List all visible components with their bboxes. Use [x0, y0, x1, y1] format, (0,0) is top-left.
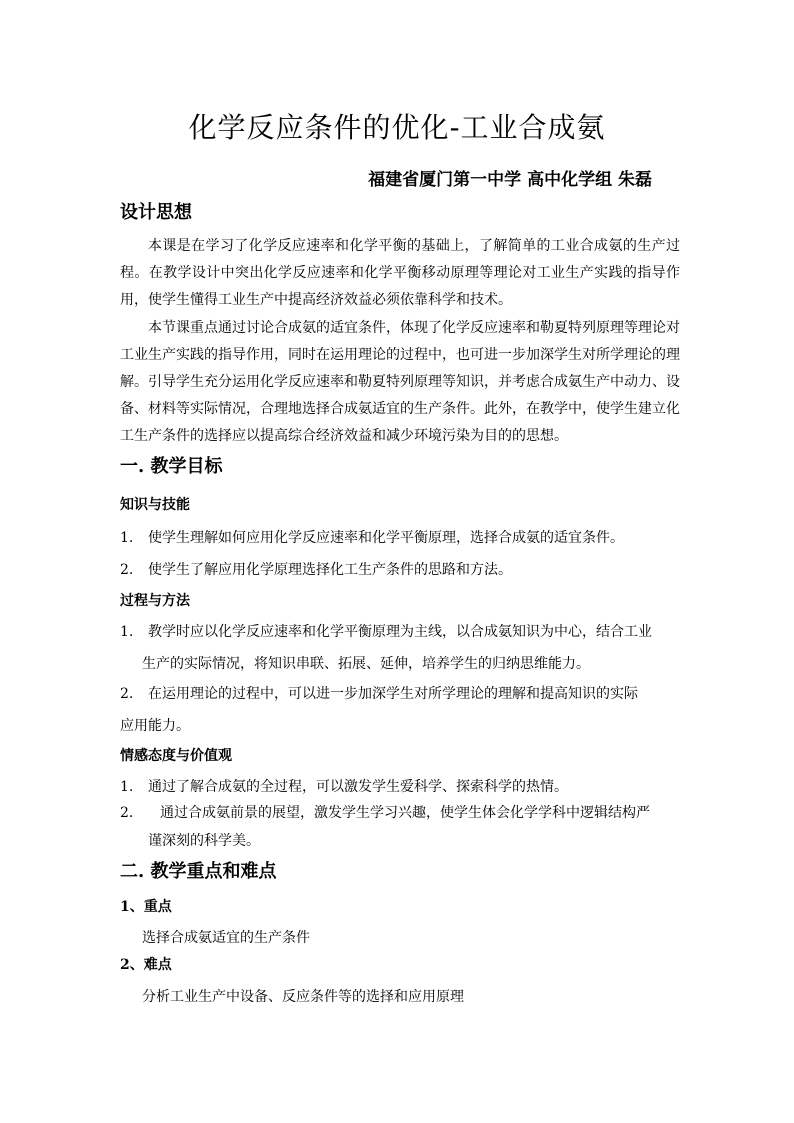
list-text: 使学生理解如何应用化学反应速率和化学平衡原理，选择合成氨的适宜条件。	[148, 530, 624, 546]
emotion-heading: 情感态度与价值观	[120, 748, 232, 764]
author-line: 福建省厦门第一中学 高中化学组 朱磊	[368, 170, 652, 190]
process-item-1-continuation: 生产的实际情况，将知识串联、拓展、延伸，培养学生的归纳思维能力。	[142, 656, 590, 672]
difficulty-text: 分析工业生产中设备、反应条件等的选择和应用原理	[142, 989, 464, 1005]
list-text: 使学生了解应用化学原理选择化工生产条件的思路和方法。	[148, 562, 512, 578]
list-number: 2.	[120, 805, 134, 821]
list-text: 教学时应以化学反应速率和化学平衡原理为主线，以合成氨知识为中心，结合工业	[148, 624, 652, 640]
knowledge-item-2	[120, 554, 680, 586]
process-item-1	[120, 616, 680, 648]
list-text: 通过合成氨前景的展望，激发学生学习兴趣，使学生体会化学学科中逻辑结构严	[160, 805, 650, 821]
key-heading: 1、重点	[120, 899, 172, 915]
design-paragraph-2: 本节课重点通过讨论合成氨的适宜条件，体现了化学反应速率和勒夏特列原理等理论对工业生产实践的指导作用，同时在运用理论的过程中，也可进一步加深学生对所学理论的理解。引导学生充分运用化学反应速率和勒夏特列原理等知识，并考虑合成氨生产中动力、设备、材料等实际情况，合理地选择合成氨适宜的生产条件。此外，在教学中，使学生建立化工生产条件的选择应以提高综合经济效益和减少环境污染为目的的思想。	[120, 320, 680, 444]
list-number: 1.	[120, 530, 134, 546]
knowledge-item-1	[120, 522, 680, 554]
emotion-item-2	[120, 797, 680, 829]
page-title: 化学反应条件的优化-工业合成氨	[188, 111, 606, 144]
list-number: 1.	[120, 779, 134, 795]
list-number: 1.	[120, 624, 134, 640]
list-text: 通过了解合成氨的全过程，可以激发学生爱科学、探索科学的热情。	[148, 779, 568, 795]
knowledge-heading: 知识与技能	[120, 497, 190, 513]
emotion-item-2-continuation: 谨深刻的科学美。	[148, 833, 260, 849]
process-item-2	[120, 678, 680, 710]
section1-heading: 一. 教学目标	[120, 456, 223, 477]
list-text: 在运用理论的过程中，可以进一步加深学生对所学理论的理解和提高知识的实际	[148, 686, 638, 702]
list-number: 2.	[120, 562, 134, 578]
section2-heading: 二. 教学重点和难点	[120, 861, 277, 882]
difficulty-heading: 2、难点	[120, 957, 172, 973]
key-text: 选择合成氨适宜的生产条件	[142, 930, 310, 946]
design-heading: 设计思想	[120, 202, 192, 223]
process-item-2-continuation: 应用能力。	[120, 718, 190, 734]
design-paragraph-1: 本课是在学习了化学反应速率和化学平衡的基础上，了解简单的工业合成氨的生产过程。在教学设计中突出化学反应速率和化学平衡移动原理等理论对工业生产实践的指导作用，使学生懂得工业生产中提高经济效益必须依靠科学和技术。	[120, 238, 680, 308]
list-number: 2.	[120, 686, 134, 702]
process-heading: 过程与方法	[120, 593, 190, 609]
